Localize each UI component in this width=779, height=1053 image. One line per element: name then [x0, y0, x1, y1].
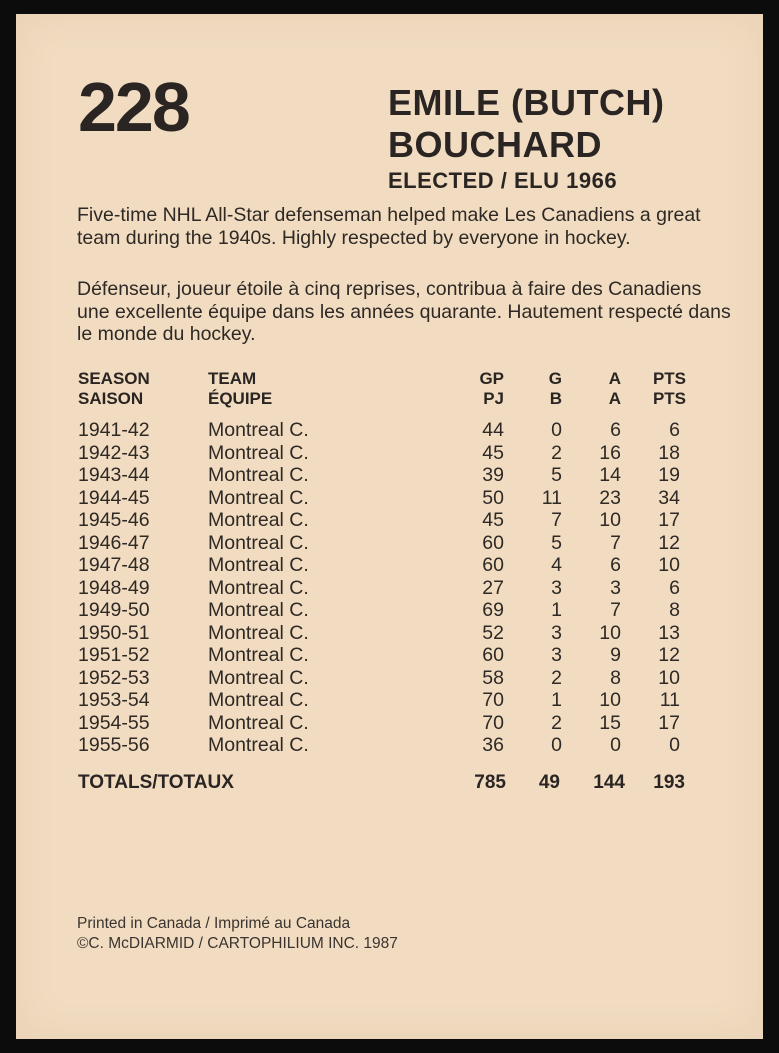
g-cell: 1 [551, 689, 562, 711]
team-cell: Montreal C. [208, 621, 309, 644]
gp-cell: 39 [482, 464, 504, 486]
g-cell: 11 [541, 486, 562, 509]
player-name-line1: EMILE (BUTCH) [388, 82, 665, 123]
gp-cell: 52 [482, 621, 504, 644]
table-row [16, 532, 763, 555]
footer [77, 914, 398, 954]
header-pts-en: PTS [652, 369, 686, 388]
team-cell: Montreal C. [208, 734, 309, 756]
totals-pts: 193 [653, 772, 685, 793]
team-cell: Montreal C. [208, 464, 309, 486]
a-cell: 10 [599, 509, 621, 531]
season-cell: 1951-52 [78, 644, 150, 666]
trading-card-back [16, 14, 763, 1039]
a-cell: 8 [610, 666, 621, 689]
totals-gp: 785 [474, 772, 506, 793]
team-cell: Montreal C. [208, 644, 309, 666]
gp-cell: 60 [482, 531, 504, 554]
header-season-en: SEASON [78, 369, 150, 388]
season-cell: 1946-47 [78, 531, 150, 554]
season-cell: 1949-50 [78, 599, 150, 621]
gp-cell: 36 [482, 734, 504, 756]
header-g-en: G [548, 369, 562, 388]
table-row [16, 442, 763, 465]
table-row [16, 712, 763, 735]
team-cell: Montreal C. [208, 554, 309, 576]
pts-cell: 10 [658, 666, 680, 689]
header-g [512, 369, 562, 409]
pts-cell: 10 [658, 554, 680, 576]
header-team [208, 369, 272, 409]
season-cell: 1944-45 [78, 486, 150, 509]
season-cell: 1953-54 [78, 689, 150, 711]
gp-cell: 27 [482, 576, 504, 599]
pts-cell: 6 [669, 419, 680, 441]
a-cell: 15 [599, 711, 621, 734]
season-cell: 1947-48 [78, 554, 150, 576]
a-cell: 10 [599, 689, 621, 711]
pts-cell: 12 [658, 644, 680, 666]
table-row [16, 644, 763, 667]
a-cell: 14 [599, 464, 621, 486]
table-row [16, 487, 763, 510]
header-season-fr: SAISON [78, 389, 144, 408]
g-cell: 5 [551, 464, 562, 486]
gp-cell: 50 [482, 486, 504, 509]
a-cell: 23 [599, 486, 621, 509]
team-cell: Montreal C. [208, 441, 309, 464]
gp-cell: 60 [482, 644, 504, 666]
elected-year: ELECTED / ELU 1966 [388, 168, 618, 193]
gp-cell: 45 [482, 509, 504, 531]
a-cell: 10 [599, 621, 621, 644]
table-row [16, 622, 763, 645]
pts-cell: 13 [658, 621, 680, 644]
g-cell: 2 [551, 666, 562, 689]
copyright-line: ©C. McDIARMID / CARTOPHILIUM INC. 1987 [77, 935, 398, 952]
team-cell: Montreal C. [208, 666, 309, 689]
g-cell: 4 [551, 554, 562, 576]
g-cell: 0 [551, 419, 562, 441]
header-a-fr: A [608, 389, 621, 408]
team-cell: Montreal C. [208, 576, 309, 599]
season-cell: 1952-53 [78, 666, 150, 689]
season-cell: 1955-56 [78, 734, 150, 756]
season-cell: 1954-55 [78, 711, 150, 734]
g-cell: 2 [551, 711, 562, 734]
table-row [16, 577, 763, 600]
header-team-en: TEAM [208, 369, 257, 388]
team-cell: Montreal C. [208, 531, 309, 554]
header-gp-fr: PJ [483, 389, 504, 408]
pts-cell: 8 [669, 599, 680, 621]
pts-cell: 18 [658, 441, 680, 464]
gp-cell: 70 [482, 689, 504, 711]
header-pts [636, 369, 686, 409]
season-cell: 1941-42 [78, 419, 150, 441]
pts-cell: 19 [658, 464, 680, 486]
header-gp [454, 369, 504, 409]
table-row [16, 554, 763, 577]
team-cell: Montreal C. [208, 509, 309, 531]
card-number: 228 [78, 68, 189, 146]
header-a-en: A [608, 369, 621, 388]
a-cell: 6 [610, 554, 621, 576]
header-gp-en: GP [479, 369, 504, 388]
header-season [78, 369, 150, 409]
g-cell: 7 [551, 509, 562, 531]
pts-cell: 34 [658, 486, 680, 509]
g-cell: 5 [551, 531, 562, 554]
pts-cell: 0 [669, 734, 680, 756]
gp-cell: 45 [482, 441, 504, 464]
season-cell: 1950-51 [78, 621, 150, 644]
g-cell: 0 [551, 734, 562, 756]
gp-cell: 70 [482, 711, 504, 734]
a-cell: 3 [610, 576, 621, 599]
season-cell: 1945-46 [78, 509, 150, 531]
table-row [16, 419, 763, 442]
a-cell: 6 [610, 419, 621, 441]
totals-g: 49 [538, 772, 560, 793]
g-cell: 3 [551, 576, 562, 599]
pts-cell: 6 [669, 576, 680, 599]
table-row [16, 509, 763, 532]
a-cell: 7 [610, 531, 621, 554]
totals-a: 144 [593, 772, 625, 793]
gp-cell: 69 [482, 599, 504, 621]
header-g-fr: B [549, 389, 562, 408]
team-cell: Montreal C. [208, 419, 309, 441]
table-row [16, 464, 763, 487]
header-pts-fr: PTS [652, 389, 686, 408]
table-row [16, 667, 763, 690]
table-row [16, 689, 763, 712]
header-team-fr: ÉQUIPE [208, 389, 273, 408]
season-cell: 1942-43 [78, 441, 150, 464]
totals-label: TOTALS/TOTAUX [78, 772, 234, 793]
pts-cell: 17 [658, 711, 680, 734]
bio-english: Five-time NHL All-Star defenseman helped make Les Canadiens a great team during the 1940s. Highly respected by everyone in hockey. [77, 204, 701, 249]
team-cell: Montreal C. [208, 486, 309, 509]
pts-cell: 17 [658, 509, 680, 531]
g-cell: 3 [551, 621, 562, 644]
player-name [388, 82, 664, 166]
pts-cell: 12 [658, 531, 680, 554]
team-cell: Montreal C. [208, 689, 309, 711]
bio-french: Défenseur, joueur étoile à cinq reprises, contribua à faire des Canadiens une excellente équipe dans les années quarante. Hautement respecté dans le monde du hockey. [77, 278, 731, 345]
pts-cell: 11 [659, 689, 680, 711]
a-cell: 0 [610, 734, 621, 756]
stats-table [16, 419, 763, 757]
table-row [16, 599, 763, 622]
player-name-line2: BOUCHARD [388, 124, 602, 165]
season-cell: 1943-44 [78, 464, 150, 486]
g-cell: 3 [551, 644, 562, 666]
season-cell: 1948-49 [78, 576, 150, 599]
team-cell: Montreal C. [208, 599, 309, 621]
g-cell: 1 [551, 599, 562, 621]
a-cell: 7 [610, 599, 621, 621]
header-a [571, 369, 621, 409]
printed-in-line: Printed in Canada / Imprimé au Canada [77, 915, 351, 932]
gp-cell: 44 [482, 419, 504, 441]
a-cell: 16 [599, 441, 621, 464]
team-cell: Montreal C. [208, 711, 309, 734]
a-cell: 9 [610, 644, 621, 666]
gp-cell: 60 [482, 554, 504, 576]
gp-cell: 58 [482, 666, 504, 689]
table-row [16, 734, 763, 757]
g-cell: 2 [551, 441, 562, 464]
